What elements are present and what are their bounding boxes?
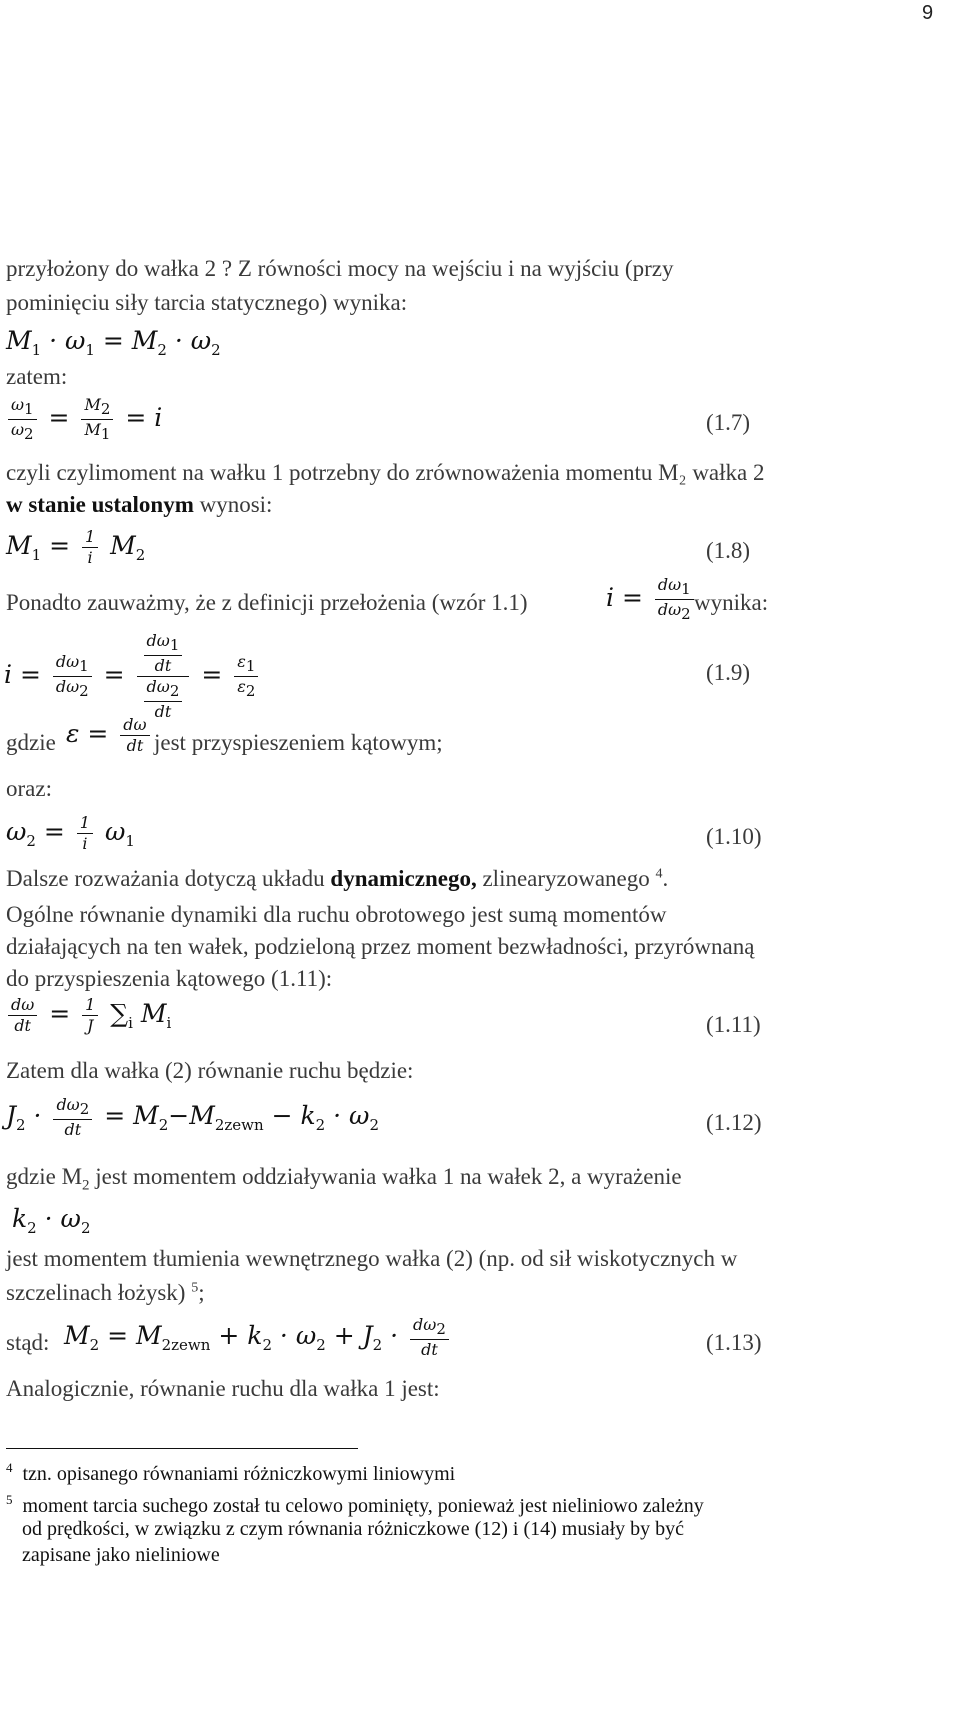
footnote-separator [6,1448,358,1449]
text-line: pominięciu siły tarcia statycznego) wynika: [6,290,408,315]
equation-power-balance: $M_1 \cdot \omega_1 = M_2 \cdot \omega_2$ [6,326,221,359]
text-line: oraz: [6,776,52,801]
equation-1-12: $J_2$ · $\frac{d\omega_2}{dt}$ = $M_2-M_{2zewn} - k_2 \cdot \omega_2$ [6,1095,379,1140]
equation-1-13: $M_2 = M_{2zewn} + k_2 \cdot \omega_2 + J_2$ · $\frac{d\omega_2}{dt}$ [64,1316,453,1359]
equation-number: (1.7) [706,410,751,435]
footnote-5: $^5$ moment tarcia suchego został tu celowo pominięty, ponieważ jest nieliniowo zależny [6,1492,704,1517]
footnote-5-continued: zapisane jako nieliniowe [22,1544,220,1566]
footnote-5-continued: od prędkości, w związku z czym równania różniczkowe (12) i (14) musiały by być [22,1518,685,1540]
text-line: wynika: [694,590,769,615]
text-line: przyłożony do wałka 2 ? Z równości mocy na wejściu i na wyjściu (przy [6,256,674,281]
footnote-4: $^4$ tzn. opisanego równaniami różniczkowymi liniowymi [6,1460,456,1485]
text-line: Ponadto zauważmy, że z definicji przełożenia (wzór 1.1) [6,590,528,615]
text-line: gdzie [6,730,56,755]
equation-1-9: i = $\frac{d\omega_1}{d\omega_2}$ = $\frac{\frac{d\omega_1}{dt}}{\frac{d\omega_2}{dt}}$ = $\frac{\varepsilon_1}{\varepsilon_2}$ [4,632,262,721]
bold-phrase: dynamicznego, [330,866,477,891]
equation-number: (1.10) [706,824,762,849]
text-line: Ogólne równanie dynamiki dla ruchu obrotowego jest sumą momentów [6,902,667,927]
page-number: 9 [922,2,934,24]
text-line: jest momentem tłumienia wewnętrznego wałka (2) (np. od sił wiskotycznych w [6,1246,738,1271]
text-line: gdzie $M_2$ jest momentem oddziaływania wałka 1 na wałek 2, a wyrażenie [6,1164,682,1194]
text-line: czyli czylimoment na wałku 1 potrzebny do zrównoważenia momentu M₂ wałka 2 [6,460,765,485]
equation-number: (1.13) [706,1330,762,1355]
equation-1-10: $\omega_2$ = $\frac{1}{i}$ $\omega_1$ [6,813,135,853]
equation-epsilon-def: ε = $\frac{d\omega}{dt}$ [66,716,154,755]
equation-number: (1.11) [706,1012,761,1037]
equation-number: (1.9) [706,660,751,685]
text-line: zatem: [6,364,68,389]
text-line: szczelinach łożysk) $^5$; [6,1280,205,1305]
text-line: do przyspieszenia kątowego (1.11): [6,966,333,991]
bold-phrase: w stanie ustalonym [6,492,194,517]
text-line: Analogicznie, równanie ruchu dla wałka 1 jest: [6,1376,440,1401]
equation-1-11: $\frac{d\omega}{dt}$ = $\frac{1}{J}$ $\sum_i$ $M_i$ [4,996,171,1035]
equation-1-8: $M_1$ = $\frac{1}{i}$ $M_2$ [6,527,146,567]
text-line: działających na ten wałek, podzieloną przez moment bezwładności, przyrównaną [6,934,755,959]
equation-damping-term: $k_2 \cdot \omega_2$ [12,1204,91,1237]
equation-1-7: $\frac{\omega_1}{\omega_2}$ = $\frac{M_2}{M_1}$ = i [4,396,162,443]
text-line: jest przyspieszeniem kątowym; [154,730,443,755]
text-line: w stanie ustalonym wynosi: [6,492,273,517]
text-line: stąd: [6,1330,50,1355]
equation-number: (1.8) [706,538,751,563]
equation-ratio-def: i = $\frac{d\omega_1}{d\omega_2}$ [606,576,698,623]
equation-number: (1.12) [706,1110,762,1135]
text-line: Dalsze rozważania dotyczą układu dynamicznego, zlinearyzowanego $^4$. [6,866,669,891]
text-line: Zatem dla wałka (2) równanie ruchu będzie: [6,1058,414,1083]
